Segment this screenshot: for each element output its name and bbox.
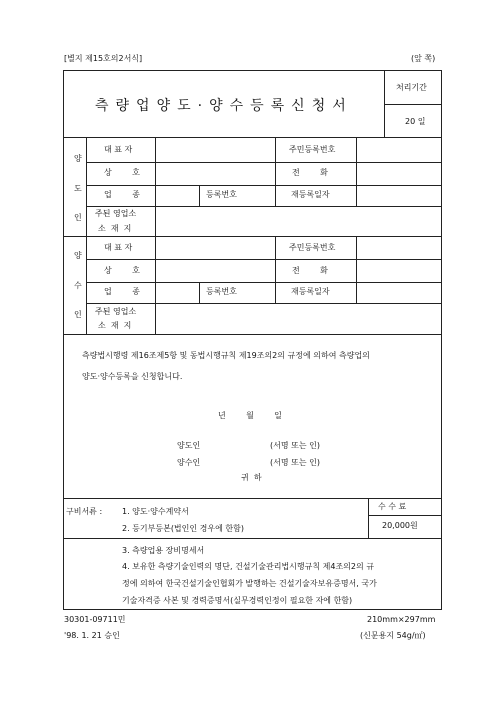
transferor-phone-label: 전 화 — [292, 168, 328, 177]
transferee-office-field[interactable] — [156, 304, 440, 334]
transferee-label-3: 인 — [74, 310, 82, 319]
transferee-rep-field[interactable] — [156, 237, 275, 259]
fee-label: 수 수 료 — [378, 502, 407, 511]
documents-heading: 구비서류 : — [66, 507, 105, 516]
transferee-regno-label: 등록번호 — [206, 287, 237, 296]
transferor-business-field[interactable] — [156, 186, 199, 206]
transferee-company-label: 상 호 — [104, 266, 140, 275]
document-item-3: 3. 측량업용 장비명세서 — [122, 546, 205, 555]
transferor-rrn-field[interactable] — [357, 138, 440, 162]
transferor-office-label: 주된 영업소 — [95, 209, 137, 218]
document-item-2: 2. 등기부등본(법인인 경우에 한함) — [122, 524, 244, 533]
attachment-number: [별지 제15호의2서식] — [64, 54, 143, 63]
transferor-company-label: 상 호 — [104, 168, 140, 177]
transferor-phone-field[interactable] — [357, 163, 440, 185]
transferee-phone-label: 전 화 — [292, 266, 328, 275]
transferee-phone-field[interactable] — [357, 260, 440, 282]
date-line: 년 월 일 — [218, 411, 282, 420]
declaration-line-2: 양도·양수등록을 신청합니다. — [82, 372, 183, 381]
processing-period-label: 처리기간 — [396, 83, 427, 92]
fee-amount: 20,000원 — [382, 521, 418, 530]
approval-date: '98. 1. 21 승인 — [64, 631, 120, 640]
transferor-business-label: 업 종 — [104, 190, 140, 199]
document-item-4-line-2: 정에 의하여 한국건설기술인협회가 발행하는 건설기술자보유증명서, 국가 — [122, 579, 377, 588]
document-item-4-line-1: 4. 보유한 측량기술인력의 명단, 건설기술관리법시행규칙 제4조의2의 규 — [122, 562, 374, 571]
transferor-sign-label: 양도인 — [177, 441, 201, 450]
transferee-regdate-field[interactable] — [357, 283, 440, 303]
transferee-sign-note: (서명 또는 인) — [270, 458, 320, 467]
transferor-sign-note: (서명 또는 인) — [270, 441, 320, 450]
transferee-business-field[interactable] — [156, 283, 199, 303]
transferee-rrn-label: 주민등록번호 — [289, 243, 336, 252]
paper-type: (신문용지 54g/㎡) — [360, 631, 426, 640]
transferee-label-1: 양 — [74, 251, 82, 260]
transferee-rrn-field[interactable] — [357, 237, 440, 259]
paper-size: 210mm×297mm — [367, 615, 436, 624]
transferee-office-label-2: 소 재 지 — [98, 321, 132, 330]
transferee-office-label: 주된 영업소 — [95, 307, 137, 316]
form-title: 측량업양도·양수등록신청서 — [95, 98, 353, 114]
transferor-label-2: 도 — [74, 184, 82, 193]
document-item-1: 1. 양도·양수계약서 — [122, 507, 189, 516]
transferor-rep-field[interactable] — [156, 138, 275, 162]
declaration-line-1: 측량법시행령 제16조제5항 및 동법시행규칙 제19조의2의 규정에 의하여 측량업의 — [82, 351, 370, 360]
transferor-regdate-label: 재등록일자 — [291, 190, 330, 199]
page-side-label: (앞 쪽) — [411, 54, 436, 63]
transferee-regdate-label: 재등록일자 — [291, 287, 330, 296]
transferor-regno-field[interactable] — [245, 186, 275, 206]
transferor-label-3: 인 — [74, 213, 82, 222]
transferor-rep-label: 대 표 자 — [104, 145, 133, 154]
transferee-rep-label: 대 표 자 — [104, 243, 133, 252]
transferor-regdate-field[interactable] — [357, 186, 440, 206]
transferee-regno-field[interactable] — [245, 283, 275, 303]
transferee-sign-label: 양수인 — [177, 458, 201, 467]
transferor-company-field[interactable] — [156, 163, 275, 185]
transferor-label-1: 양 — [74, 154, 82, 163]
transferee-company-field[interactable] — [156, 260, 275, 282]
transferor-rrn-label: 주민등록번호 — [289, 145, 336, 154]
form-code: 30301-09711민 — [64, 615, 126, 624]
transferor-regno-label: 등록번호 — [206, 190, 237, 199]
processing-days: 20 일 — [405, 117, 426, 126]
document-item-4-line-3: 기술자격증 사본 및 경력증명서(실무경력인정이 필요한 자에 한함) — [122, 596, 353, 605]
addressee: 귀 하 — [241, 473, 262, 482]
transferor-office-label-2: 소 재 지 — [98, 224, 132, 233]
transferee-business-label: 업 종 — [104, 287, 140, 296]
transferor-office-field[interactable] — [156, 207, 440, 236]
transferee-label-2: 수 — [74, 281, 82, 290]
